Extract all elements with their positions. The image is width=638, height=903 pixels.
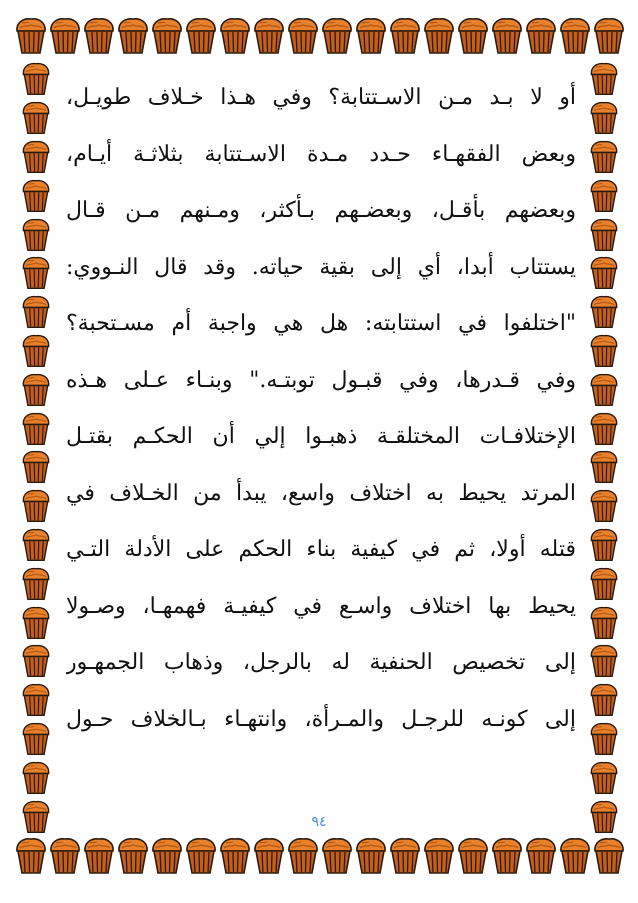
cupcake-icon bbox=[588, 61, 620, 97]
cupcake-icon bbox=[20, 61, 52, 97]
cupcake-icon bbox=[320, 16, 354, 56]
cupcake-icon bbox=[588, 333, 620, 369]
cupcake-icon bbox=[456, 836, 490, 876]
cupcake-icon bbox=[592, 16, 626, 56]
cupcake-icon bbox=[20, 255, 52, 291]
cupcake-icon bbox=[588, 294, 620, 330]
text-line: إلى تخصيص الحنفية له بالرجل، وذهاب الجمهـور bbox=[66, 650, 576, 675]
border-left bbox=[14, 60, 58, 836]
cupcake-icon bbox=[588, 488, 620, 524]
cupcake-icon bbox=[20, 217, 52, 253]
cupcake-icon bbox=[20, 488, 52, 524]
cupcake-icon bbox=[588, 449, 620, 485]
cupcake-icon bbox=[14, 836, 48, 876]
cupcake-icon bbox=[184, 836, 218, 876]
border-top bbox=[14, 16, 626, 60]
cupcake-icon bbox=[48, 836, 82, 876]
cupcake-icon bbox=[588, 255, 620, 291]
cupcake-icon bbox=[20, 100, 52, 136]
cupcake-icon bbox=[456, 16, 490, 56]
cupcake-icon bbox=[20, 682, 52, 718]
cupcake-icon bbox=[592, 836, 626, 876]
cupcake-icon bbox=[588, 178, 620, 214]
cupcake-icon bbox=[150, 836, 184, 876]
cupcake-icon bbox=[20, 605, 52, 641]
cupcake-icon bbox=[20, 643, 52, 679]
cupcake-icon bbox=[490, 836, 524, 876]
cupcake-icon bbox=[20, 449, 52, 485]
cupcake-icon bbox=[354, 16, 388, 56]
cupcake-icon bbox=[588, 605, 620, 641]
cupcake-icon bbox=[218, 836, 252, 876]
cupcake-icon bbox=[524, 16, 558, 56]
cupcake-icon bbox=[588, 760, 620, 796]
cupcake-icon bbox=[558, 836, 592, 876]
border-bottom bbox=[14, 836, 626, 880]
cupcake-icon bbox=[558, 16, 592, 56]
text-line: إلى كونـه للرجـل والمـرأة، وانتهـاء بـالخلاف حـول bbox=[66, 706, 576, 732]
text-line: "اختلفوا في استتابته: هل هي واجبة أم مسـتحبة؟ bbox=[66, 311, 576, 336]
cupcake-icon bbox=[116, 16, 150, 56]
cupcake-icon bbox=[20, 294, 52, 330]
cupcake-icon bbox=[20, 760, 52, 796]
cupcake-icon bbox=[588, 643, 620, 679]
text-line: المرتد يحيط به اختلاف واسع، يبدأ من الخـلاف في bbox=[66, 480, 576, 506]
cupcake-icon bbox=[252, 836, 286, 876]
text-line: وبعض الفقهـاء حـدد مـدة الاسـتتابة بثلاثـة أيـام، bbox=[66, 141, 576, 167]
text-line: أو لا بـد مـن الاسـتتابة؟ وفي هـذا خـلاف طويـل، bbox=[66, 85, 576, 110]
cupcake-icon bbox=[20, 333, 52, 369]
cupcake-icon bbox=[82, 16, 116, 56]
text-line: قتله أولا، ثم في كيفية بناء الحكم على الأدلة التـي bbox=[66, 537, 576, 562]
cupcake-icon bbox=[588, 566, 620, 602]
cupcake-icon bbox=[20, 411, 52, 447]
cupcake-icon bbox=[388, 16, 422, 56]
cupcake-icon bbox=[286, 16, 320, 56]
cupcake-icon bbox=[388, 836, 422, 876]
cupcake-icon bbox=[320, 836, 354, 876]
cupcake-icon bbox=[588, 411, 620, 447]
cupcake-icon bbox=[490, 16, 524, 56]
cupcake-icon bbox=[588, 721, 620, 757]
cupcake-icon bbox=[14, 16, 48, 56]
text-line: يحيط بها اختلاف واسـع في كيفيـة فهمهـا، وصـولا bbox=[66, 593, 576, 619]
cupcake-icon bbox=[588, 217, 620, 253]
cupcake-icon bbox=[422, 16, 456, 56]
cupcake-icon bbox=[184, 16, 218, 56]
border-right bbox=[582, 60, 626, 836]
cupcake-icon bbox=[20, 566, 52, 602]
cupcake-icon bbox=[20, 178, 52, 214]
page-number: ٩٤ bbox=[311, 814, 327, 830]
text-line: وبعضهم بأقـل، وبعضـهم بـأكثر، ومـنهم مـن قـال bbox=[66, 198, 576, 223]
cupcake-icon bbox=[588, 139, 620, 175]
cupcake-icon bbox=[48, 16, 82, 56]
text-line: الإختلافـات المختلقـة ذهبـوا إلي أن الحكـم بقتـل bbox=[66, 424, 576, 449]
cupcake-icon bbox=[20, 139, 52, 175]
cupcake-icon bbox=[286, 836, 320, 876]
cupcake-icon bbox=[20, 372, 52, 408]
cupcake-icon bbox=[82, 836, 116, 876]
body-text bbox=[66, 70, 576, 810]
cupcake-icon bbox=[150, 16, 184, 56]
cupcake-icon bbox=[524, 836, 558, 876]
cupcake-icon bbox=[422, 836, 456, 876]
cupcake-icon bbox=[20, 527, 52, 563]
cupcake-icon bbox=[588, 100, 620, 136]
text-line: وفي قـدرها، وفي قبـول توبتـه." وبنـاء عـلى هـذه bbox=[66, 367, 576, 393]
cupcake-icon bbox=[20, 721, 52, 757]
cupcake-icon bbox=[218, 16, 252, 56]
cupcake-icon bbox=[116, 836, 150, 876]
cupcake-icon bbox=[252, 16, 286, 56]
cupcake-icon bbox=[354, 836, 388, 876]
text-line: يستتاب أبدا، أي إلى بقية حياته. وقد قال النـووي: bbox=[66, 254, 576, 280]
cupcake-icon bbox=[588, 682, 620, 718]
cupcake-icon bbox=[588, 527, 620, 563]
cupcake-icon bbox=[588, 372, 620, 408]
